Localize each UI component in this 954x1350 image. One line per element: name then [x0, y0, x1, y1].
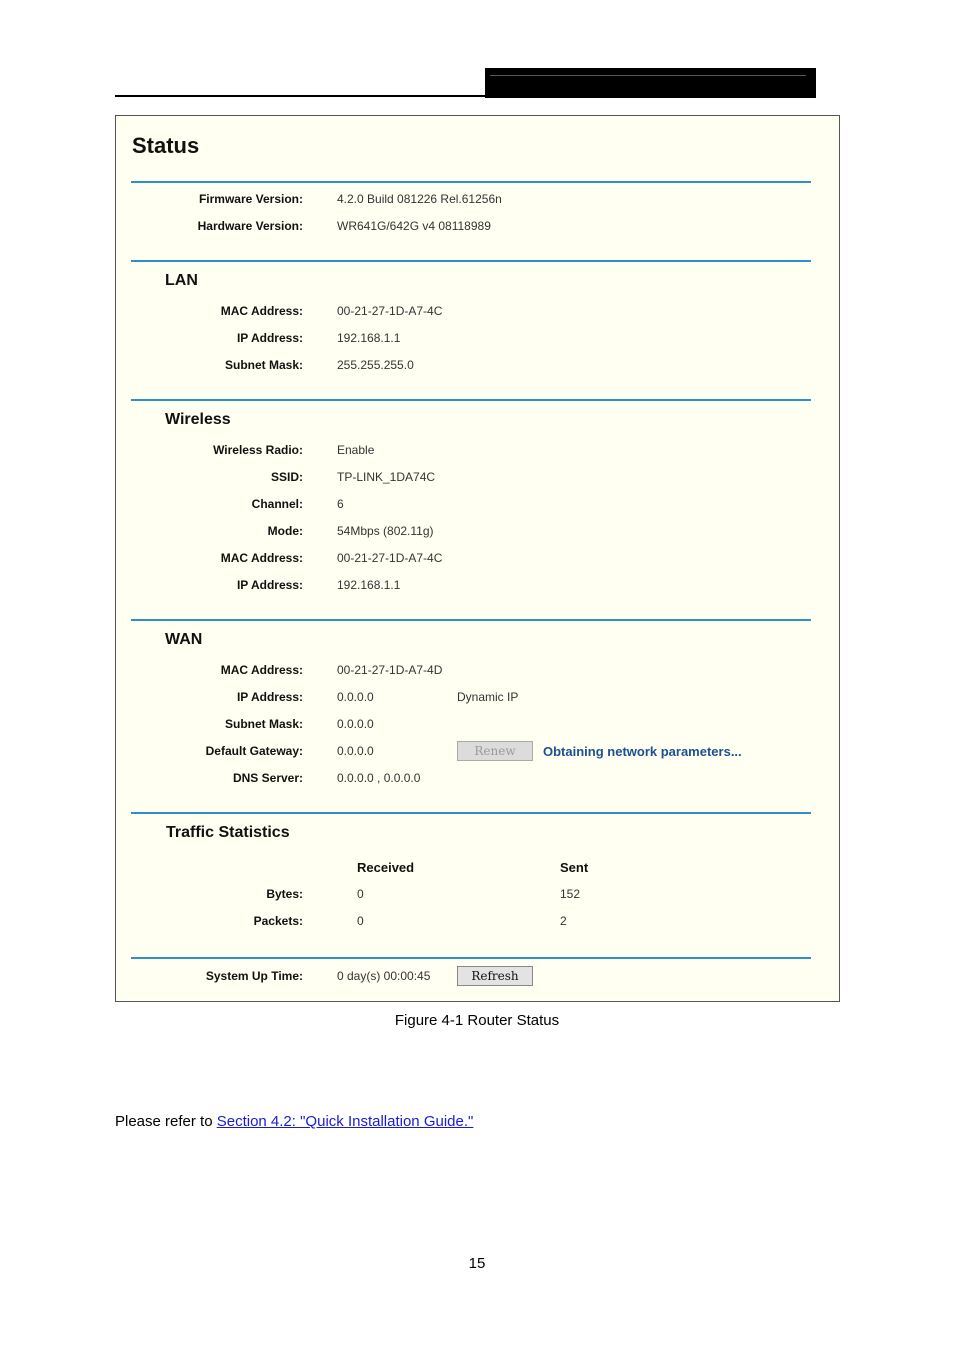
wireless-channel-label: Channel: [251, 497, 303, 511]
traffic-packets-sent: 2 [560, 914, 567, 928]
lan-mac-value: 00-21-27-1D-A7-4C [337, 304, 443, 318]
page-number: 15 [468, 1255, 486, 1272]
traffic-bytes-label: Bytes: [266, 887, 303, 901]
status-panel [115, 115, 840, 1002]
wan-ip-label: IP Address: [236, 690, 303, 704]
uptime-value: 0 day(s) 00:00:45 [337, 969, 431, 983]
wireless-radio-value: Enable [337, 443, 375, 457]
section-divider [131, 619, 811, 621]
wan-subnet-value: 0.0.0.0 [337, 717, 374, 731]
wireless-mode-value: 54Mbps (802.11g) [337, 524, 434, 538]
wan-gateway-label: Default Gateway: [205, 744, 303, 758]
wan-dns-value: 0.0.0.0 , 0.0.0.0 [337, 771, 421, 785]
section-divider [131, 181, 811, 183]
wan-heading: WAN [165, 631, 203, 648]
wan-dns-label: DNS Server: [232, 771, 303, 785]
uptime-label: System Up Time: [205, 969, 303, 983]
hardware-version-label: Hardware Version: [197, 219, 303, 233]
section-divider [131, 260, 811, 262]
header-black-bar [485, 68, 816, 98]
section-divider [131, 399, 811, 401]
wan-gateway-value: 0.0.0.0 [337, 744, 374, 758]
refer-text: Please refer to [115, 1113, 217, 1130]
traffic-bytes-sent: 152 [560, 887, 581, 901]
wan-mac-value: 00-21-27-1D-A7-4D [337, 663, 443, 677]
lan-heading: LAN [165, 272, 198, 289]
wan-ip-value: 0.0.0.0 [337, 690, 374, 704]
renew-button[interactable]: Renew [457, 741, 533, 761]
wan-subnet-label: Subnet Mask: [224, 717, 303, 731]
header-rule [115, 95, 485, 97]
traffic-received-header: Received [357, 860, 415, 875]
wireless-ip-value: 192.168.1.1 [337, 578, 401, 592]
figure-caption: Figure 4-1 Router Status [394, 1012, 560, 1029]
wireless-mode-label: Mode: [267, 524, 303, 538]
traffic-bytes-received: 0 [357, 887, 364, 901]
quick-installation-guide-link[interactable]: Section 4.2: "Quick Installation Guide." [216, 1113, 474, 1130]
header-bar-inner-rule [490, 75, 806, 76]
refer-paragraph [115, 1113, 473, 1130]
lan-ip-value: 192.168.1.1 [337, 331, 401, 345]
lan-subnet-value: 255.255.255.0 [337, 358, 414, 372]
hardware-version-value: WR641G/642G v4 08118989 [337, 219, 491, 233]
lan-subnet-label: Subnet Mask: [224, 358, 303, 372]
wireless-mac-label: MAC Address: [220, 551, 303, 565]
page-title: Status [132, 133, 200, 158]
wan-status-message: Obtaining network parameters... [543, 744, 742, 759]
wan-connection-type: Dynamic IP [457, 690, 519, 704]
traffic-heading: Traffic Statistics [166, 824, 290, 841]
wireless-heading: Wireless [165, 411, 231, 428]
firmware-version-value: 4.2.0 Build 081226 Rel.61256n [337, 192, 502, 206]
traffic-packets-received: 0 [357, 914, 364, 928]
wireless-channel-value: 6 [337, 497, 344, 511]
traffic-packets-label: Packets: [253, 914, 303, 928]
refresh-button[interactable]: Refresh [457, 966, 533, 986]
wireless-ip-label: IP Address: [236, 578, 303, 592]
section-divider [131, 812, 811, 814]
traffic-sent-header: Sent [560, 860, 589, 875]
wan-mac-label: MAC Address: [220, 663, 303, 677]
firmware-version-label: Firmware Version: [198, 192, 303, 206]
lan-ip-label: IP Address: [236, 331, 303, 345]
wireless-radio-label: Wireless Radio: [213, 443, 303, 457]
wireless-ssid-label: SSID: [270, 470, 303, 484]
wireless-mac-value: 00-21-27-1D-A7-4C [337, 551, 443, 565]
section-divider [131, 957, 811, 959]
lan-mac-label: MAC Address: [220, 304, 303, 318]
wireless-ssid-value: TP-LINK_1DA74C [337, 470, 436, 484]
